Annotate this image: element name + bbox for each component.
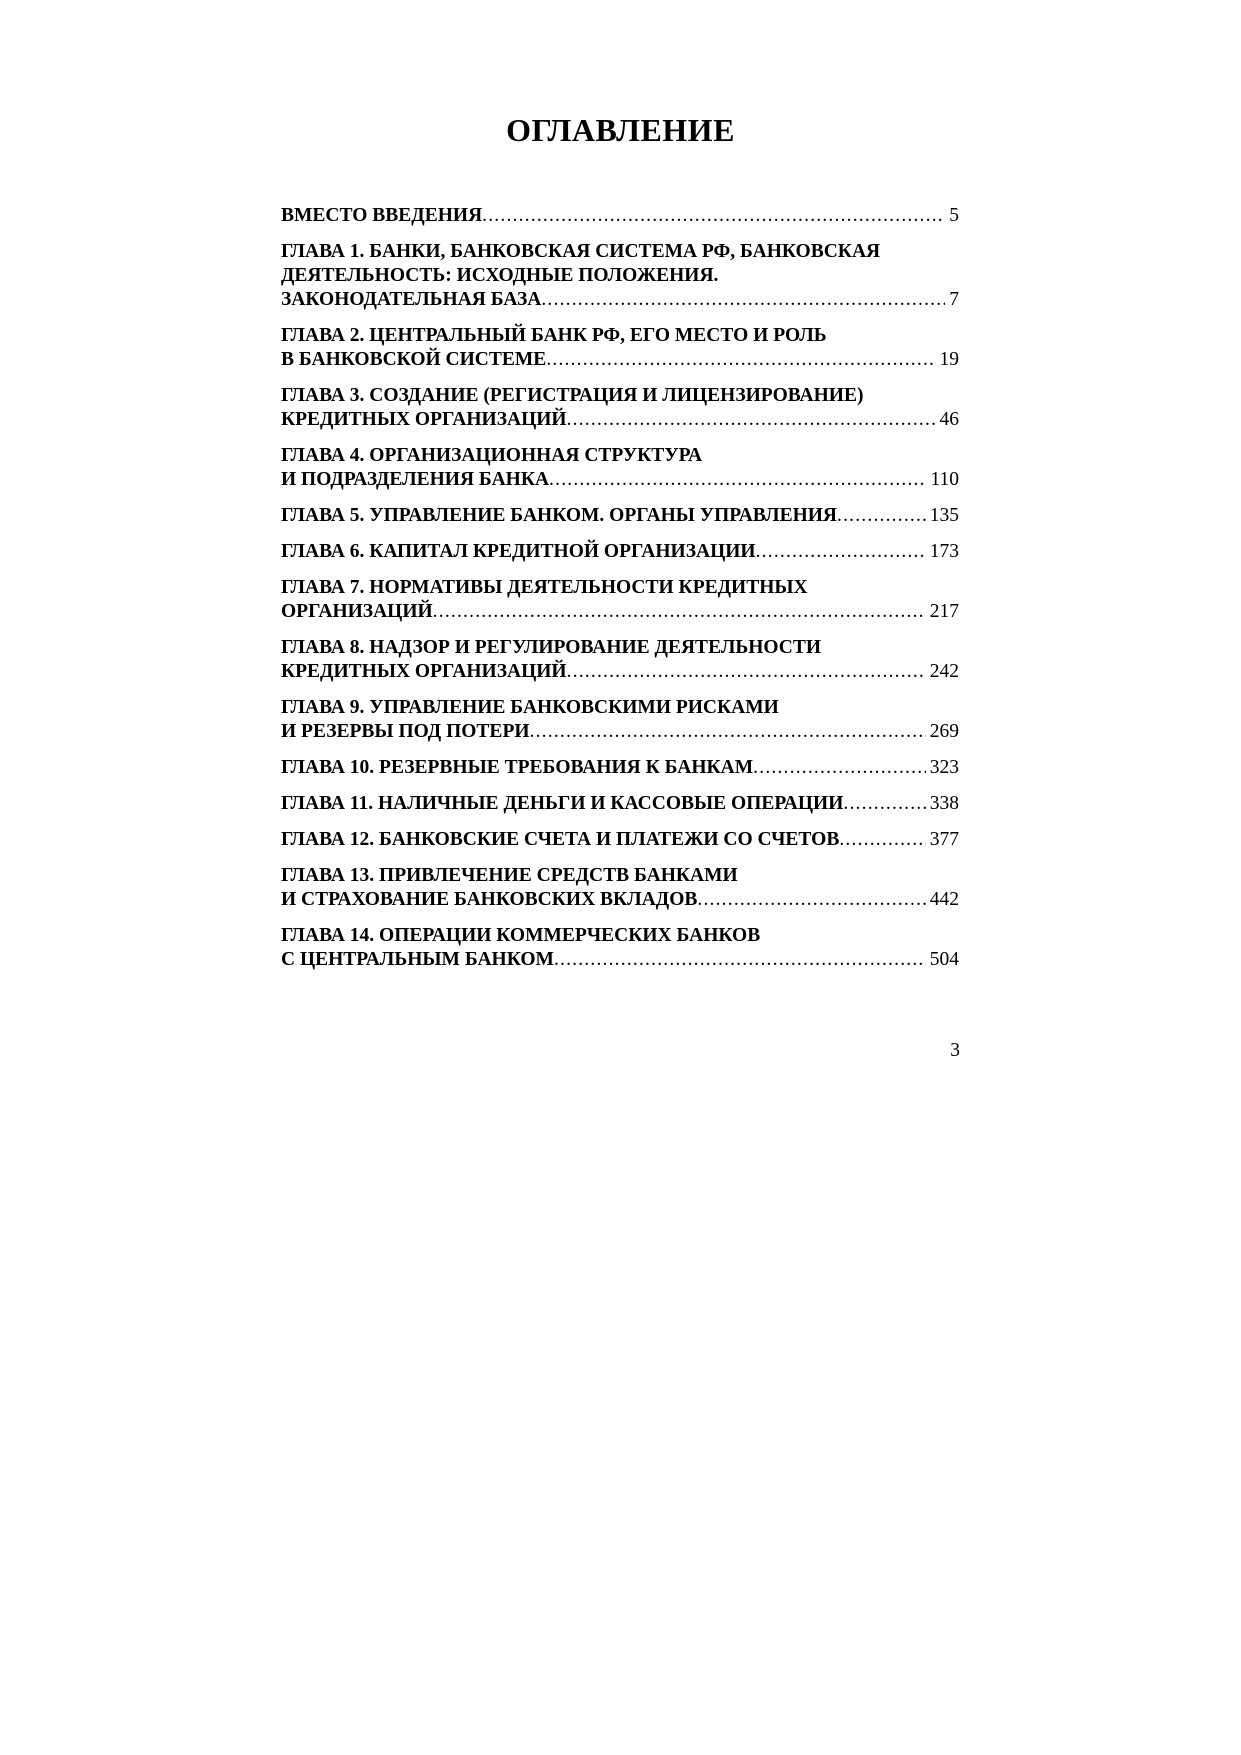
toc-entry-title-line: ОРГАНИЗАЦИЙ [281, 601, 433, 622]
dot-leader [546, 348, 935, 372]
toc-entry-last-line [281, 720, 959, 744]
toc-entry[interactable] [281, 576, 959, 624]
toc-entry-last-line [281, 756, 959, 780]
toc-entry-last-line [281, 468, 959, 492]
dot-leader [554, 948, 926, 972]
toc-entry-title-line: ГЛАВА 6. КАПИТАЛ КРЕДИТНОЙ ОРГАНИЗАЦИИ [281, 541, 756, 562]
toc-entry-title-line: ГЛАВА 10. РЕЗЕРВНЫЕ ТРЕБОВАНИЯ К БАНКАМ [281, 757, 754, 778]
toc-entry-title-line: КРЕДИТНЫХ ОРГАНИЗАЦИЙ [281, 409, 567, 430]
toc-entry[interactable] [281, 864, 959, 912]
toc-entry[interactable] [281, 696, 959, 744]
toc-entry-title-line: ГЛАВА 12. БАНКОВСКИЕ СЧЕТА И ПЛАТЕЖИ СО СЧЕТОВ [281, 829, 840, 850]
toc-entry-page-number: 338 [929, 793, 959, 814]
toc-entry-page-number: 217 [929, 601, 959, 622]
dot-leader [433, 600, 926, 624]
toc-entry-page-number: 135 [929, 505, 959, 526]
dot-leader [756, 540, 926, 564]
toc-entry-last-line [281, 600, 959, 624]
toc-entry[interactable] [281, 636, 959, 684]
toc-entry-title-line: ГЛАВА 7. НОРМАТИВЫ ДЕЯТЕЛЬНОСТИ КРЕДИТНЫХ [281, 577, 808, 598]
toc-entry-title-line: И СТРАХОВАНИЕ БАНКОВСКИХ ВКЛАДОВ [281, 889, 698, 910]
dot-leader [837, 504, 926, 528]
toc-entry-last-line [281, 504, 959, 528]
toc-entry-title-line: ГЛАВА 5. УПРАВЛЕНИЕ БАНКОМ. ОРГАНЫ УПРАВЛЕНИЯ [281, 505, 837, 526]
dot-leader [549, 468, 926, 492]
toc-entry-last-line [281, 204, 959, 228]
toc-entry[interactable] [281, 240, 959, 312]
toc-entry-page-number: 5 [949, 205, 959, 226]
toc-entry-title-line: ГЛАВА 14. ОПЕРАЦИИ КОММЕРЧЕСКИХ БАНКОВ [281, 925, 761, 946]
toc-entry-title-line: И ПОДРАЗДЕЛЕНИЯ БАНКА [281, 469, 550, 490]
toc-entry[interactable] [281, 324, 959, 372]
dot-leader [541, 288, 945, 312]
toc-entry[interactable] [281, 444, 959, 492]
toc-entry-page-number: 110 [930, 469, 959, 490]
toc-entry[interactable] [281, 792, 959, 816]
dot-leader [839, 828, 925, 852]
toc-entry-page-number: 269 [929, 721, 959, 742]
page-number: 3 [950, 1040, 960, 1061]
toc-entry-page-number: 19 [939, 349, 959, 370]
toc-entry-title-line: ЗАКОНОДАТЕЛЬНАЯ БАЗА [281, 289, 542, 310]
toc-entry-page-number: 377 [929, 829, 959, 850]
toc-entry-page-number: 242 [929, 661, 959, 682]
toc-entry-title-line: ГЛАВА 1. БАНКИ, БАНКОВСКАЯ СИСТЕМА РФ, БАНКОВСКАЯ [281, 241, 881, 262]
toc-entry[interactable] [281, 756, 959, 780]
toc-entry-last-line [281, 792, 959, 816]
toc-entry-last-line [281, 348, 959, 372]
table-of-contents [281, 204, 959, 984]
toc-entry-page-number: 46 [939, 409, 959, 430]
toc-entry-title-line: КРЕДИТНЫХ ОРГАНИЗАЦИЙ [281, 661, 567, 682]
dot-leader [843, 792, 925, 816]
toc-entry-last-line [281, 408, 959, 432]
toc-entry-title-line: ГЛАВА 13. ПРИВЛЕЧЕНИЕ СРЕДСТВ БАНКАМИ [281, 865, 738, 886]
toc-entry-title-line: ВМЕСТО ВВЕДЕНИЯ [281, 205, 483, 226]
toc-entry-title-line: ГЛАВА 9. УПРАВЛЕНИЕ БАНКОВСКИМИ РИСКАМИ [281, 697, 779, 718]
toc-entry-page-number: 442 [929, 889, 959, 910]
dot-leader [567, 660, 926, 684]
toc-entry-last-line [281, 660, 959, 684]
toc-entry-title-line: В БАНКОВСКОЙ СИСТЕМЕ [281, 349, 547, 370]
dot-leader [482, 204, 945, 228]
toc-entry-title-line: С ЦЕНТРАЛЬНЫМ БАНКОМ [281, 949, 554, 970]
toc-entry-title-line: ГЛАВА 3. СОЗДАНИЕ (РЕГИСТРАЦИЯ И ЛИЦЕНЗИРОВАНИЕ) [281, 385, 864, 406]
toc-entry-title-line: ГЛАВА 8. НАДЗОР И РЕГУЛИРОВАНИЕ ДЕЯТЕЛЬНОСТИ [281, 637, 822, 658]
toc-entry-title-line: ГЛАВА 11. НАЛИЧНЫЕ ДЕНЬГИ И КАССОВЫЕ ОПЕРАЦИИ [281, 793, 844, 814]
toc-entry-page-number: 173 [929, 541, 959, 562]
toc-entry-last-line [281, 288, 959, 312]
toc-entry[interactable] [281, 504, 959, 528]
toc-entry-title-line: ГЛАВА 4. ОРГАНИЗАЦИОННАЯ СТРУКТУРА [281, 445, 703, 466]
toc-entry-last-line [281, 540, 959, 564]
toc-entry-page-number: 7 [949, 289, 959, 310]
toc-entry[interactable] [281, 204, 959, 228]
toc-entry-title-line: И РЕЗЕРВЫ ПОД ПОТЕРИ [281, 721, 530, 742]
toc-entry-last-line [281, 948, 959, 972]
dot-leader [753, 756, 926, 780]
toc-entry-page-number: 323 [929, 757, 959, 778]
dot-leader [567, 408, 936, 432]
toc-entry[interactable] [281, 384, 959, 432]
toc-entry[interactable] [281, 540, 959, 564]
toc-entry-title-line: ДЕЯТЕЛЬНОСТЬ: ИСХОДНЫЕ ПОЛОЖЕНИЯ. [281, 265, 719, 286]
toc-entry-last-line [281, 888, 959, 912]
dot-leader [697, 888, 925, 912]
toc-entry-page-number: 504 [929, 949, 959, 970]
toc-entry[interactable] [281, 828, 959, 852]
dot-leader [530, 720, 926, 744]
toc-entry[interactable] [281, 924, 959, 972]
toc-entry-title-line: ГЛАВА 2. ЦЕНТРАЛЬНЫЙ БАНК РФ, ЕГО МЕСТО И РОЛЬ [281, 325, 827, 346]
toc-entry-last-line [281, 828, 959, 852]
page-title: ОГЛАВЛЕНИЕ [506, 112, 735, 148]
